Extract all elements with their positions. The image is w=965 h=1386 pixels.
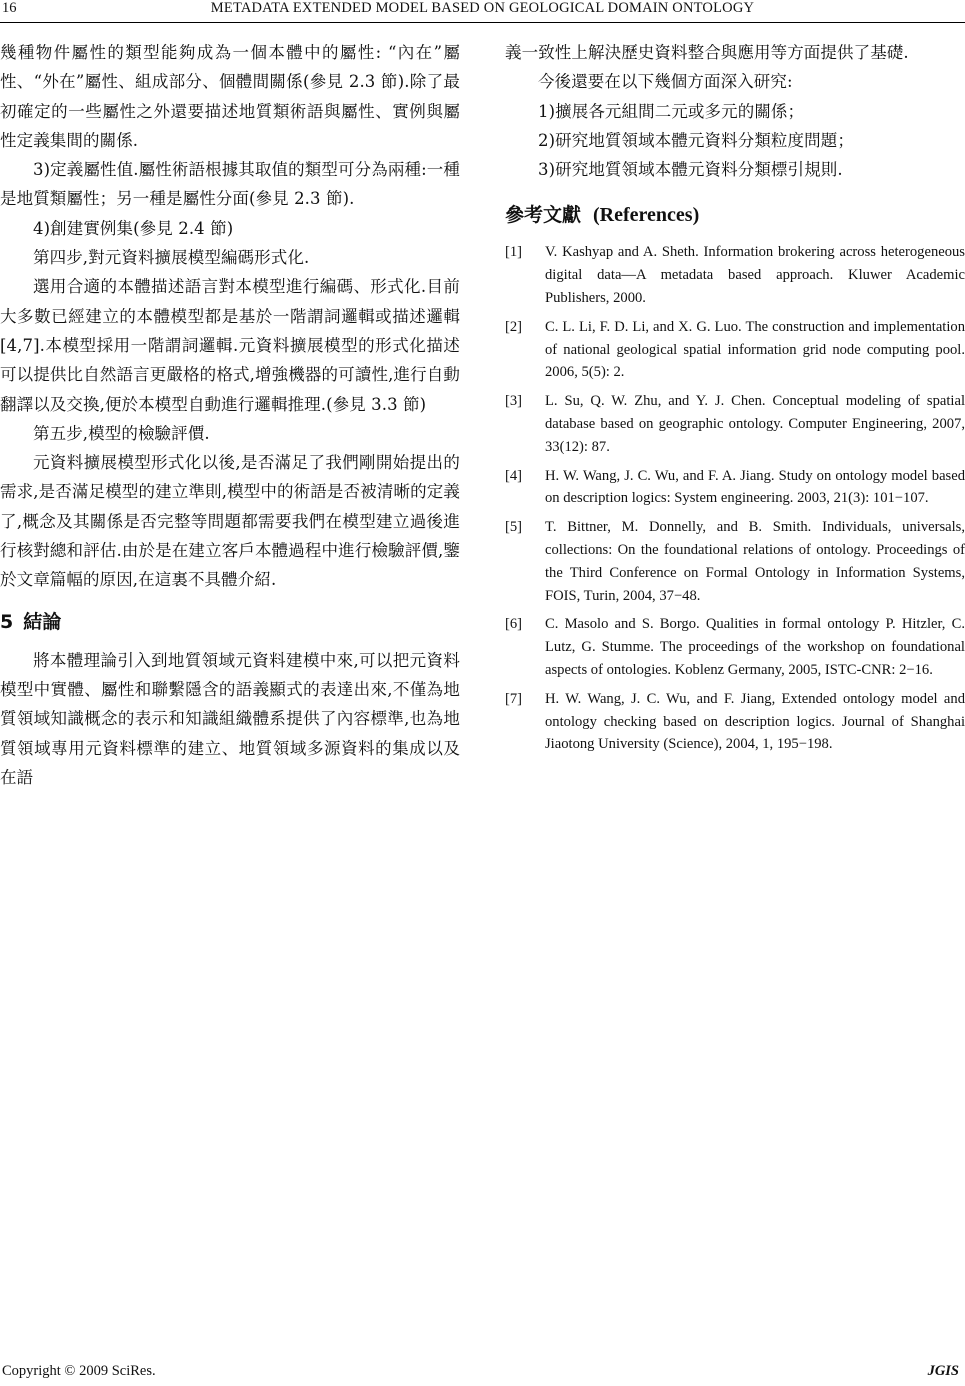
references-title-cn: 參考文獻 [505,204,582,227]
reference-text: C. Masolo and S. Borgo. Qualities in formal ontology P. Hitzler, C. Lutz, G. Stumme. The proceedings of the workshop on foundational aspects of ontologies. Koblenz Germany, 2005, ISTC-CNR: 2−16. [545,616,965,679]
paragraph: 元資料擴展模型形式化以後,是否滿足了我們剛開始提出的需求,是否滿足模型的建立準則,模型中的術語是否被清晰的定義了,概念及其關係是否完整等問題都需要我們在模型建立過後進行核對總和評估.由於是在建立客戶本體過程中進行檢驗評價,鑒於文章篇幅的原因,在這裏不具體介紹. [0,453,460,590]
page-number: 16 [2,0,17,16]
copyright-text: Copyright © 2009 SciRes. [2,1363,156,1379]
reference-text: T. Bittner, M. Donnelly, and B. Smith. Individuals, universals, collections: On the foundational relations of ontology. Proceedings of the Third Conference on Formal Ontology in Information Systems, FOIS, Turin, 2004, 37−48. [545,519,965,604]
reference-number: [7] [505,690,523,707]
section-heading [0,607,460,634]
paragraph: 第四步,對元資料擴展模型編碼形式化. [33,248,310,268]
reference-item [505,390,965,458]
paragraph: 4)創建實例集(參見 2.4 節) [33,218,234,238]
reference-item [505,613,965,681]
paragraph: 幾種物件屬性的類型能夠成為一個本體中的屬性: “內在”屬性、“外在”屬性、組成部分、個體間關係(參見 2.3 節).除了最初確定的一些屬性之外還要描述地質類術語與屬性、實例與屬性定義集間的關係. [0,43,460,150]
paragraph: 選用合適的本體描述語言對本模型進行編碼、形式化.目前大多數已經建立的本體模型都是基於一階謂詞邏輯或描述邏輯[4,7].本模型採用一階謂詞邏輯.元資料擴展模型的形式化描述可以提供比自然語言更嚴格的格式,增強機器的可讀性,進行自動翻譯以及交換,便於本模型自動進行邏輯推理.(參見 3.3 節) [0,277,460,414]
reference-number: [4] [505,467,523,484]
paragraph: 義一致性上解決歷史資料整合與應用等方面提供了基礎. [505,43,909,62]
list-item: 1)擴展各元組間二元或多元的關係； [538,101,805,121]
reference-text: C. L. Li, F. D. Li, and X. G. Luo. The construction and implementation of national geological spatial information grid node computing pool. 2006, 5(5): 2. [545,318,965,381]
reference-item [505,688,965,756]
reference-number: [6] [505,616,523,633]
section-number: 5 [0,610,14,633]
references-heading [505,200,965,227]
section-title: 結論 [23,610,62,633]
page-footer [0,1363,965,1385]
paragraph: 第五步,模型的檢驗評價. [33,423,210,443]
list-item: 3)研究地質領域本體元資料分類標引規則. [538,160,843,180]
reference-text: L. Su, Q. W. Zhu, and Y. J. Chen. Conceptual modeling of spatial database based on geographic ontology. Computer Engineering, 2007, 33(12): 87. [545,393,965,455]
right-column [505,38,965,762]
paragraph: 將本體理論引入到地質領域元資料建模中來,可以把元資料模型中實體、屬性和聯繫隱含的語義顯式的表達出來,不僅為地質領域知識概念的表示和知識組織體系提供了內容標準,也為地質領域專用元資料標準的建立、地質領域多源資料的集成以及在語 [0,650,460,787]
reference-item [505,316,965,384]
reference-text: H. W. Wang, J. C. Wu, and F. A. Jiang. Study on ontology model based on description logics: System engineering. 2003, 21(3): 101−107. [545,467,965,507]
running-title: METADATA EXTENDED MODEL BASED ON GEOLOGICAL DOMAIN ONTOLOGY [210,0,755,16]
left-column [0,38,460,792]
paragraph: 3)定義屬性值.屬性術語根據其取值的類型可分為兩種:一種是地質類屬性；另一種是屬性分面(參見 2.3 節). [0,160,460,209]
reference-item [505,465,965,511]
reference-text: V. Kashyap and A. Sheth. Information brokering across heterogeneous digital data—A metadata based approach. Kluwer Academic Publishers, 2000. [545,244,965,307]
paragraph: 今後還要在以下幾個方面深入研究: [538,72,793,92]
references-title-en: (References) [593,204,700,227]
reference-item [505,241,965,309]
reference-number: [3] [505,393,523,410]
reference-number: [1] [505,244,523,261]
journal-abbrev: JGIS [927,1363,959,1379]
page-header [0,0,965,23]
reference-number: [5] [505,519,523,536]
reference-text: H. W. Wang, J. C. Wu, and F. Jiang, Extended ontology model and ontology checking based on description logics. Journal of Shanghai Jiaotong University (Science), 2004, 1, 195−198. [545,690,965,753]
reference-item [505,516,965,607]
reference-number: [2] [505,318,523,335]
list-item: 2)研究地質領域本體元資料分類粒度問題； [538,130,854,150]
